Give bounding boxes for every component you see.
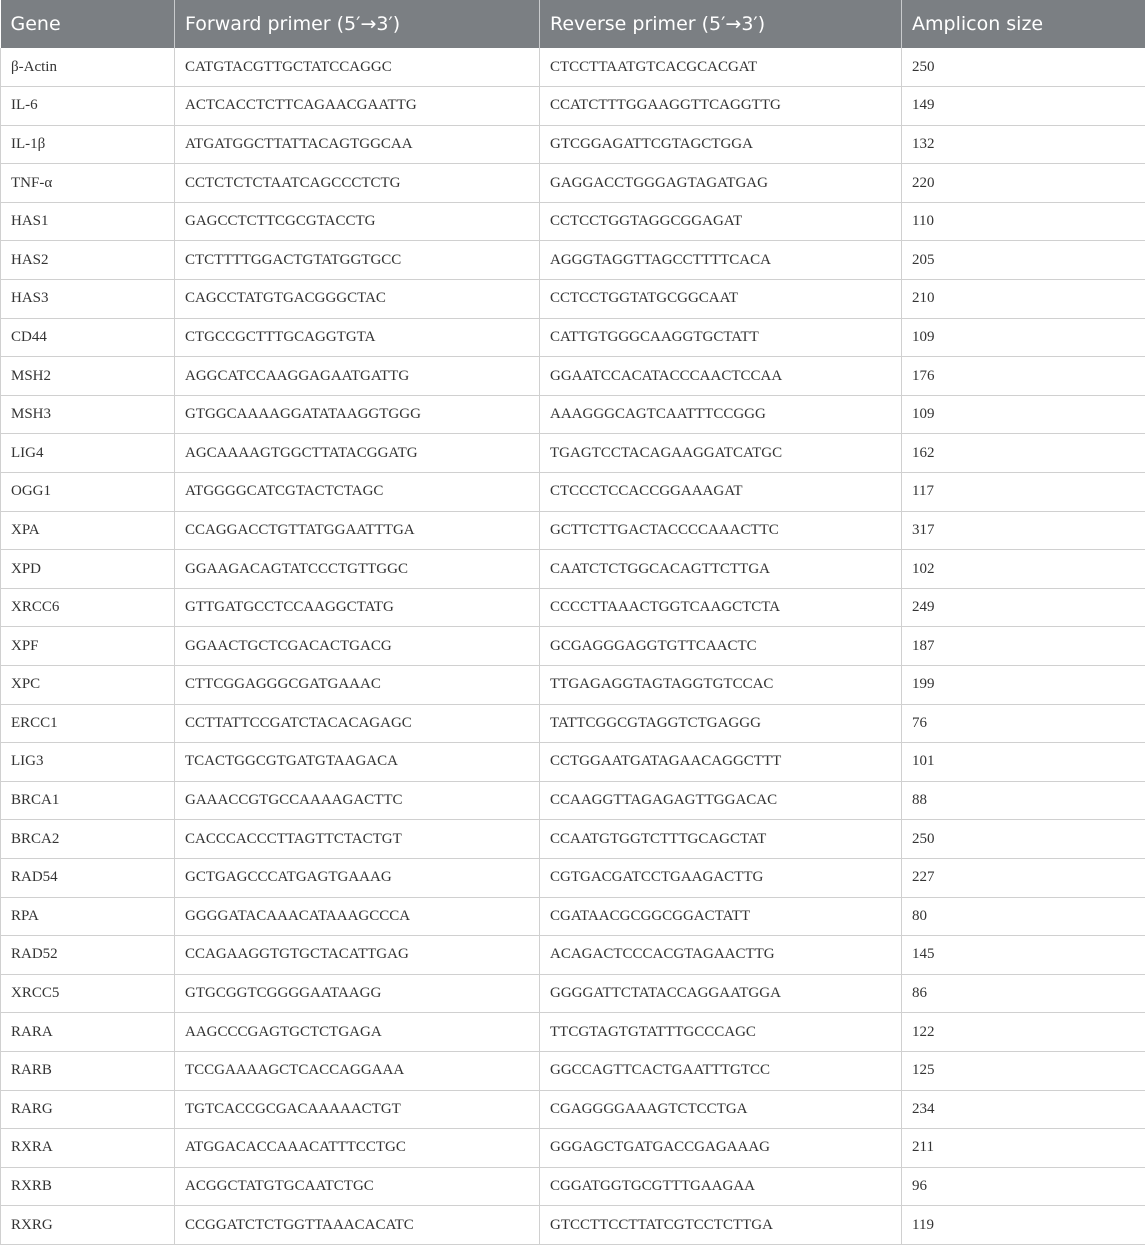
table-row	[1, 434, 1145, 473]
reverse-primer-cell: CCAAGGTTAGAGAGTTGGACAC	[540, 781, 902, 820]
amplicon-size-cell: 149	[902, 87, 1145, 126]
gene-cell: RAD52	[1, 936, 175, 975]
forward-primer-cell: TCCGAAAAGCTCACCAGGAAA	[175, 1051, 540, 1090]
gene-cell: CD44	[1, 318, 175, 357]
table-row	[1, 588, 1145, 627]
forward-primer-cell: AAGCCCGAGTGCTCTGAGA	[175, 1013, 540, 1052]
table-row	[1, 202, 1145, 241]
forward-primer-cell: CTGCCGCTTTGCAGGTGTA	[175, 318, 540, 357]
reverse-primer-cell: CCTGGAATGATAGAACAGGCTTT	[540, 743, 902, 782]
amplicon-size-cell: 96	[902, 1167, 1145, 1206]
reverse-primer-cell: TATTCGGCGTAGGTCTGAGGG	[540, 704, 902, 743]
header-amplicon-size: Amplicon size	[902, 0, 1145, 48]
table-row	[1, 1051, 1145, 1090]
forward-primer-cell: GTGGCAAAAGGATATAAGGTGGG	[175, 395, 540, 434]
gene-cell: IL-6	[1, 87, 175, 126]
gene-cell: ERCC1	[1, 704, 175, 743]
forward-primer-cell: CTCTTTTGGACTGTATGGTGCC	[175, 241, 540, 280]
reverse-primer-cell: CCAATGTGGTCTTTGCAGCTAT	[540, 820, 902, 859]
table-row	[1, 280, 1145, 319]
amplicon-size-cell: 109	[902, 318, 1145, 357]
gene-cell: RXRB	[1, 1167, 175, 1206]
reverse-primer-cell: CCTCCTGGTAGGCGGAGAT	[540, 202, 902, 241]
forward-primer-cell: GAGCCTCTTCGCGTACCTG	[175, 202, 540, 241]
gene-cell: XPC	[1, 666, 175, 705]
reverse-primer-cell: TTCGTAGTGTATTTGCCCAGC	[540, 1013, 902, 1052]
reverse-primer-cell: CGAGGGGAAAGTCTCCTGA	[540, 1090, 902, 1129]
gene-cell: XRCC5	[1, 974, 175, 1013]
reverse-primer-cell: CAATCTCTGGCACAGTTCTTGA	[540, 550, 902, 589]
table-row	[1, 627, 1145, 666]
table-row	[1, 511, 1145, 550]
reverse-primer-cell: GAGGACCTGGGAGTAGATGAG	[540, 164, 902, 203]
table-row	[1, 1206, 1145, 1245]
table-row	[1, 395, 1145, 434]
amplicon-size-cell: 76	[902, 704, 1145, 743]
amplicon-size-cell: 317	[902, 511, 1145, 550]
table-body	[1, 48, 1145, 1244]
amplicon-size-cell: 234	[902, 1090, 1145, 1129]
reverse-primer-cell: CGATAACGCGGCGGACTATT	[540, 897, 902, 936]
reverse-primer-cell: CTCCCTCCACCGGAAAGAT	[540, 473, 902, 512]
amplicon-size-cell: 220	[902, 164, 1145, 203]
reverse-primer-cell: ACAGACTCCCACGTAGAACTTG	[540, 936, 902, 975]
reverse-primer-cell: TGAGTCCTACAGAAGGATCATGC	[540, 434, 902, 473]
gene-cell: XPD	[1, 550, 175, 589]
table-row	[1, 666, 1145, 705]
reverse-primer-cell: AAAGGGCAGTCAATTTCCGGG	[540, 395, 902, 434]
forward-primer-cell: ACTCACCTCTTCAGAACGAATTG	[175, 87, 540, 126]
gene-cell: MSH3	[1, 395, 175, 434]
table-row	[1, 897, 1145, 936]
table-row	[1, 1167, 1145, 1206]
reverse-primer-cell: GGAATCCACATACCCAACTCCAA	[540, 357, 902, 396]
reverse-primer-cell: GGGGATTCTATACCAGGAATGGA	[540, 974, 902, 1013]
gene-cell: BRCA1	[1, 781, 175, 820]
amplicon-size-cell: 80	[902, 897, 1145, 936]
header-forward-primer: Forward primer (5′→3′)	[175, 0, 540, 48]
amplicon-size-cell: 109	[902, 395, 1145, 434]
amplicon-size-cell: 227	[902, 858, 1145, 897]
gene-cell: XPA	[1, 511, 175, 550]
amplicon-size-cell: 176	[902, 357, 1145, 396]
forward-primer-cell: CCAGGACCTGTTATGGAATTTGA	[175, 511, 540, 550]
table-row	[1, 1129, 1145, 1168]
forward-primer-cell: CCAGAAGGTGTGCTACATTGAG	[175, 936, 540, 975]
amplicon-size-cell: 210	[902, 280, 1145, 319]
table-row	[1, 974, 1145, 1013]
forward-primer-cell: CATGTACGTTGCTATCCAGGC	[175, 48, 540, 87]
table-row	[1, 743, 1145, 782]
gene-cell: RARA	[1, 1013, 175, 1052]
forward-primer-cell: CCTCTCTCTAATCAGCCCTCTG	[175, 164, 540, 203]
amplicon-size-cell: 125	[902, 1051, 1145, 1090]
table-header	[1, 0, 1145, 48]
amplicon-size-cell: 132	[902, 125, 1145, 164]
gene-cell: RXRA	[1, 1129, 175, 1168]
forward-primer-cell: GTTGATGCCTCCAAGGCTATG	[175, 588, 540, 627]
amplicon-size-cell: 86	[902, 974, 1145, 1013]
forward-primer-cell: ACGGCTATGTGCAATCTGC	[175, 1167, 540, 1206]
amplicon-size-cell: 145	[902, 936, 1145, 975]
gene-cell: HAS3	[1, 280, 175, 319]
gene-cell: RAD54	[1, 858, 175, 897]
table-row	[1, 357, 1145, 396]
gene-cell: HAS1	[1, 202, 175, 241]
gene-cell: OGG1	[1, 473, 175, 512]
table-row	[1, 550, 1145, 589]
table-row	[1, 473, 1145, 512]
reverse-primer-cell: TTGAGAGGTAGTAGGTGTCCAC	[540, 666, 902, 705]
forward-primer-cell: CCTTATTCCGATCTACACAGAGC	[175, 704, 540, 743]
reverse-primer-cell: GGGAGCTGATGACCGAGAAAG	[540, 1129, 902, 1168]
table-row	[1, 781, 1145, 820]
reverse-primer-cell: CCCCTTAAACTGGTCAAGCTCTA	[540, 588, 902, 627]
forward-primer-cell: GTGCGGTCGGGGAATAAGG	[175, 974, 540, 1013]
amplicon-size-cell: 122	[902, 1013, 1145, 1052]
gene-cell: IL-1β	[1, 125, 175, 164]
amplicon-size-cell: 101	[902, 743, 1145, 782]
table-row	[1, 87, 1145, 126]
reverse-primer-cell: AGGGTAGGTTAGCCTTTTCACA	[540, 241, 902, 280]
reverse-primer-cell: GCGAGGGAGGTGTTCAACTC	[540, 627, 902, 666]
forward-primer-cell: ATGGGGCATCGTACTCTAGC	[175, 473, 540, 512]
forward-primer-cell: CACCCACCCTTAGTTCTACTGT	[175, 820, 540, 859]
gene-cell: RARG	[1, 1090, 175, 1129]
gene-cell: LIG3	[1, 743, 175, 782]
reverse-primer-cell: CCTCCTGGTATGCGGCAAT	[540, 280, 902, 319]
header-gene: Gene	[1, 0, 175, 48]
forward-primer-cell: TGTCACCGCGACAAAAACTGT	[175, 1090, 540, 1129]
table-row	[1, 164, 1145, 203]
forward-primer-cell: CCGGATCTCTGGTTAAACACATC	[175, 1206, 540, 1245]
reverse-primer-cell: GTCGGAGATTCGTAGCTGGA	[540, 125, 902, 164]
gene-cell: BRCA2	[1, 820, 175, 859]
reverse-primer-cell: CGTGACGATCCTGAAGACTTG	[540, 858, 902, 897]
gene-cell: LIG4	[1, 434, 175, 473]
gene-cell: HAS2	[1, 241, 175, 280]
table-row	[1, 936, 1145, 975]
forward-primer-cell: ATGATGGCTTATTACAGTGGCAA	[175, 125, 540, 164]
reverse-primer-cell: GTCCTTCCTTATCGTCCTCTTGA	[540, 1206, 902, 1245]
reverse-primer-cell: CATTGTGGGCAAGGTGCTATT	[540, 318, 902, 357]
header-reverse-primer: Reverse primer (5′→3′)	[540, 0, 902, 48]
gene-cell: β-Actin	[1, 48, 175, 87]
gene-cell: MSH2	[1, 357, 175, 396]
table-row	[1, 1090, 1145, 1129]
forward-primer-cell: CTTCGGAGGGCGATGAAAC	[175, 666, 540, 705]
reverse-primer-cell: GGCCAGTTCACTGAATTTGTCC	[540, 1051, 902, 1090]
forward-primer-cell: CAGCCTATGTGACGGGCTAC	[175, 280, 540, 319]
gene-cell: TNF-α	[1, 164, 175, 203]
amplicon-size-cell: 102	[902, 550, 1145, 589]
forward-primer-cell: TCACTGGCGTGATGTAAGACA	[175, 743, 540, 782]
table-row	[1, 241, 1145, 280]
table-row	[1, 48, 1145, 87]
reverse-primer-cell: CCATCTTTGGAAGGTTCAGGTTG	[540, 87, 902, 126]
amplicon-size-cell: 88	[902, 781, 1145, 820]
table-row	[1, 858, 1145, 897]
header-row	[1, 0, 1145, 48]
amplicon-size-cell: 249	[902, 588, 1145, 627]
table-row	[1, 318, 1145, 357]
amplicon-size-cell: 119	[902, 1206, 1145, 1245]
table-row	[1, 1013, 1145, 1052]
amplicon-size-cell: 205	[902, 241, 1145, 280]
amplicon-size-cell: 211	[902, 1129, 1145, 1168]
table-row	[1, 820, 1145, 859]
reverse-primer-cell: CGGATGGTGCGTTTGAAGAA	[540, 1167, 902, 1206]
amplicon-size-cell: 250	[902, 820, 1145, 859]
table-row	[1, 125, 1145, 164]
forward-primer-cell: GCTGAGCCCATGAGTGAAAG	[175, 858, 540, 897]
amplicon-size-cell: 199	[902, 666, 1145, 705]
gene-cell: RPA	[1, 897, 175, 936]
forward-primer-cell: GAAACCGTGCCAAAAGACTTC	[175, 781, 540, 820]
forward-primer-cell: AGCAAAAGTGGCTTATACGGATG	[175, 434, 540, 473]
gene-cell: RARB	[1, 1051, 175, 1090]
amplicon-size-cell: 187	[902, 627, 1145, 666]
forward-primer-cell: GGGGATACAAACATAAAGCCCA	[175, 897, 540, 936]
amplicon-size-cell: 250	[902, 48, 1145, 87]
forward-primer-cell: GGAAGACAGTATCCCTGTTGGC	[175, 550, 540, 589]
gene-cell: XPF	[1, 627, 175, 666]
forward-primer-cell: AGGCATCCAAGGAGAATGATTG	[175, 357, 540, 396]
amplicon-size-cell: 117	[902, 473, 1145, 512]
forward-primer-cell: ATGGACACCAAACATTTCCTGC	[175, 1129, 540, 1168]
forward-primer-cell: GGAACTGCTCGACACTGACG	[175, 627, 540, 666]
reverse-primer-cell: CTCCTTAATGTCACGCACGAT	[540, 48, 902, 87]
amplicon-size-cell: 110	[902, 202, 1145, 241]
table-row	[1, 704, 1145, 743]
gene-cell: RXRG	[1, 1206, 175, 1245]
gene-cell: XRCC6	[1, 588, 175, 627]
amplicon-size-cell: 162	[902, 434, 1145, 473]
reverse-primer-cell: GCTTCTTGACTACCCCAAACTTC	[540, 511, 902, 550]
